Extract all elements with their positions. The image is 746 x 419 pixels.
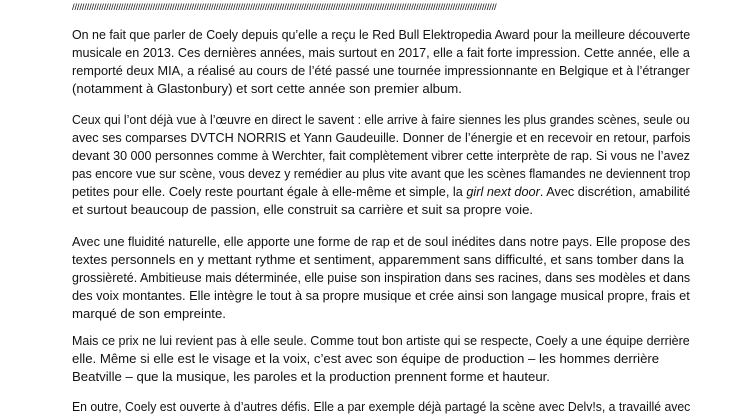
text-line: grossièreté. Ambitieuse mais déterminée, elle puise son inspiration dans ses racines, dans ses modèles et dans [72, 270, 691, 285]
text-fragment: . Avec discrétion, amabilité [539, 184, 691, 199]
paragraph-1 [72, 26, 690, 98]
text-line: des voix montantes. Elle intègre le tout à sa propre musique et crée ainsi son langage musical propre, frais et [72, 288, 690, 303]
text-line [72, 183, 691, 201]
text-line: Mais ce prix ne lui revient pas à elle seule. Comme tout bon artiste qui se respecte, Coely a une équipe derrière [72, 333, 690, 348]
text-line: musicale en 2013. Ces dernières années, mais surtout en 2017, elle a fait forte impression. Cette année, elle a [72, 45, 690, 60]
text-line: devant 30 000 personnes comme à Werchter, fait complètement vibrer cette interprète de rap. Si vous ne l’avez [72, 148, 690, 163]
text-line: pas encore vue sur scène, vous devez y remédier au plus vite avant que les scènes flamandes ne deviennent trop [72, 166, 691, 181]
separator-line: ////////////////////////////////////////////////////////////////////////////////////////////////////////////////////////////////////////////////////////////////////////////// [72, 2, 497, 13]
paragraph-2 [72, 111, 690, 219]
text-line: et surtout beaucoup de passion, elle construit sa carrière et suit sa propre voie. [72, 202, 534, 217]
text-line: avec ses comparses DVTCH NORRIS et Yann Gaudeuille. Donner de l’énergie et en recevoir en retour, parfois [72, 130, 691, 145]
text-line: Ceux qui l’ont déjà vue à l’œuvre en direct le savent : elle arrive à faire siennes les plus grandes scènes, seule ou [72, 112, 690, 127]
text-line: Beatville – que la musique, les paroles et la production prennent forme et hauteur. [72, 369, 550, 384]
paragraph-3 [72, 233, 690, 323]
text-line: textes personnels en y mettant rythme et sentiment, apparemment sans difficulté, et sans tomber dans la [72, 252, 684, 267]
text-line: On ne fait que parler de Coely depuis qu’elle a reçu le Red Bull Elektropedia Award pour la meilleure découverte [72, 27, 691, 42]
paragraph-4 [72, 332, 690, 386]
text-line: (notamment à Glastonbury) et sort cette année son premier album. [72, 81, 462, 96]
text-line: remporté deux MIA, a réalisé au cours de l’été passé une tournée impressionnante en Belgique et à l’étranger [72, 63, 690, 78]
text-line: En outre, Coely est ouverte à d’autres défis. Elle a par exemple déjà partagé la scène avec Delv!s, a travaillé avec [72, 399, 691, 414]
text-line: Avec une fluidité naturelle, elle apporte une forme de rap et de soul inédites dans notre pays. Elle propose des [72, 234, 691, 249]
text-line: elle. Même si elle est le visage et la voix, c’est avec son équipe de production – les hommes derrière [72, 351, 660, 366]
italic-phrase: girl next door [466, 184, 540, 199]
text-fragment: petites pour elle. Coely reste pourtant égale à elle-même et simple, la [72, 184, 467, 199]
paragraph-5 [72, 398, 690, 416]
text-line: marqué de son empreinte. [72, 306, 226, 321]
